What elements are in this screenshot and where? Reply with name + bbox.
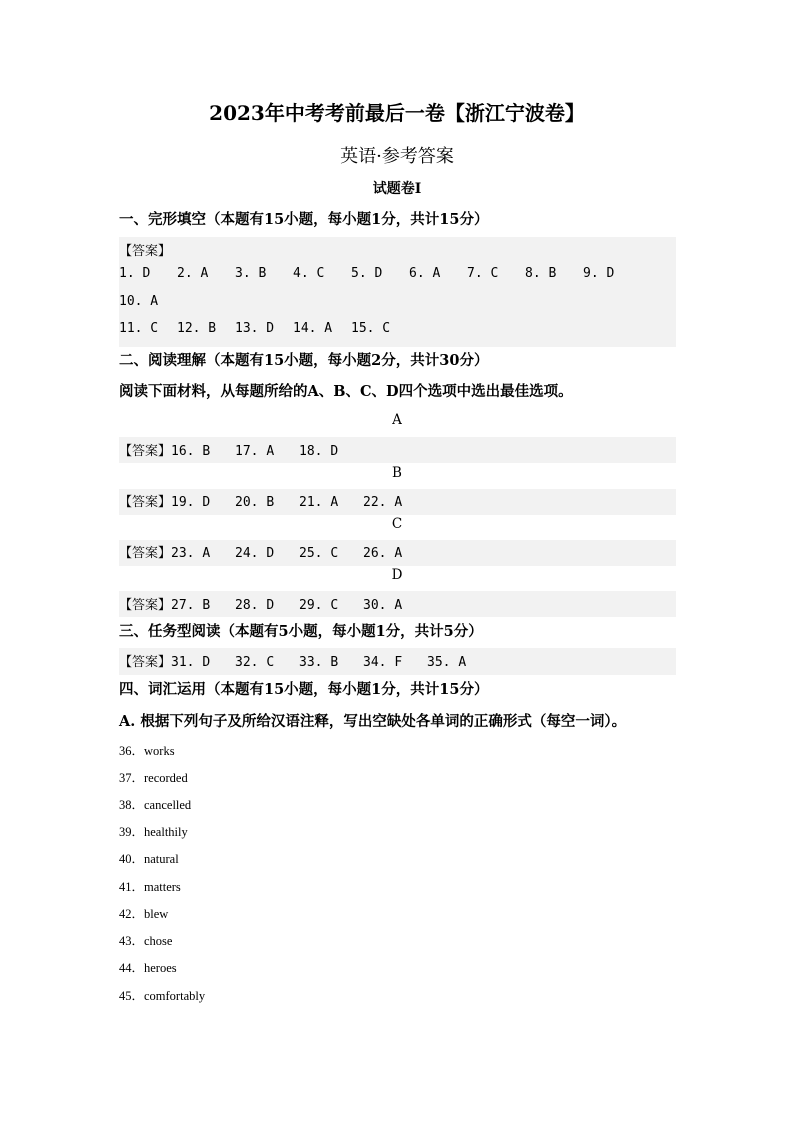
document-subtitle: 英语·参考答案	[340, 146, 454, 167]
answer-item: 21. A	[299, 495, 339, 510]
part4-sub-a: A. 根据下列句子及所给汉语注释，写出空缺处各单词的正确形式（每空一词）。	[119, 713, 627, 730]
answer-item: 22. A	[363, 495, 403, 510]
answer-item: 35. A	[427, 655, 467, 670]
answer-item: 19. D	[171, 495, 211, 510]
vocab-item: 38．cancelled	[119, 798, 192, 812]
part2-instruction: 阅读下面材料，从每题所给的A、B、C、D四个选项中选出最佳选项。	[119, 383, 573, 400]
answer-item: 11. C	[119, 321, 159, 336]
part1-answer-row-1	[119, 266, 641, 281]
answer-item: 8. B	[525, 266, 557, 281]
passage-b-answers	[119, 491, 427, 510]
answer-item: 33. B	[299, 655, 339, 670]
answer-item: 16. B	[171, 444, 211, 459]
vocab-item: 37．recorded	[119, 771, 188, 785]
vocab-item: 44．heroes	[119, 961, 177, 975]
part4-heading: 四、词汇运用（本题有15小题，每小题1分，共计15分）	[119, 681, 489, 698]
vocab-item: 36．works	[119, 744, 175, 758]
answer-item: 4. C	[293, 266, 325, 281]
answer-item: 14. A	[293, 321, 333, 336]
vocab-item: 43．chose	[119, 934, 173, 948]
answer-item: 32. C	[235, 655, 275, 670]
answer-item: 5. D	[351, 266, 383, 281]
answer-item: 2. A	[177, 266, 209, 281]
answer-item: 1. D	[119, 266, 151, 281]
answer-item: 24. D	[235, 546, 275, 561]
answer-item: 10. A	[119, 294, 159, 309]
document-title: 2023年中考考前最后一卷【浙江宁波卷】	[209, 101, 585, 125]
answer-item: 13. D	[235, 321, 275, 336]
passage-b-letter: B	[392, 465, 402, 481]
passage-a-letter: A	[392, 412, 402, 428]
part3-answers	[119, 651, 491, 670]
answer-item: 17. A	[235, 444, 275, 459]
answer-item: 6. A	[409, 266, 441, 281]
answer-item: 31. D	[171, 655, 211, 670]
answer-item: 29. C	[299, 598, 339, 613]
vocab-item: 40．natural	[119, 852, 179, 866]
passage-d-answers	[119, 594, 427, 613]
vocab-item: 41．matters	[119, 880, 181, 894]
part1-answer-row-2	[119, 294, 158, 309]
answer-item: 27. B	[171, 598, 211, 613]
answer-item: 23. A	[171, 546, 211, 561]
answer-item: 12. B	[177, 321, 217, 336]
vocab-item: 42．blew	[119, 907, 169, 921]
part1-heading: 一、完形填空（本题有15小题，每小题1分，共计15分）	[119, 211, 489, 228]
answer-label: 【答案】	[119, 495, 172, 510]
passage-c-answers	[119, 542, 427, 561]
part2-heading: 二、阅读理解（本题有15小题，每小题2分，共计30分）	[119, 352, 489, 369]
answer-item: 15. C	[351, 321, 391, 336]
part1-answer-label: 【答案】	[119, 244, 172, 259]
part3-heading: 三、任务型阅读（本题有5小题，每小题1分，共计5分）	[119, 623, 483, 640]
answer-item: 7. C	[467, 266, 499, 281]
answer-item: 18. D	[299, 444, 339, 459]
passage-a-answers	[119, 440, 363, 459]
passage-d-letter: D	[391, 567, 403, 583]
answer-label: 【答案】	[119, 546, 172, 561]
answer-item: 26. A	[363, 546, 403, 561]
answer-label: 【答案】	[119, 598, 172, 613]
answer-item: 30. A	[363, 598, 403, 613]
answer-item: 34. F	[363, 655, 403, 670]
answer-item: 25. C	[299, 546, 339, 561]
vocab-item: 39．healthily	[119, 825, 188, 839]
answer-label: 【答案】	[119, 655, 172, 670]
answer-item: 9. D	[583, 266, 615, 281]
answer-item: 20. B	[235, 495, 275, 510]
section-label: 试题卷I	[372, 181, 422, 197]
answer-item: 3. B	[235, 266, 267, 281]
part1-answer-row-3	[119, 321, 409, 336]
vocab-item: 45．comfortably	[119, 989, 206, 1003]
answer-item: 28. D	[235, 598, 275, 613]
answer-label: 【答案】	[119, 444, 172, 459]
passage-c-letter: C	[391, 516, 403, 532]
